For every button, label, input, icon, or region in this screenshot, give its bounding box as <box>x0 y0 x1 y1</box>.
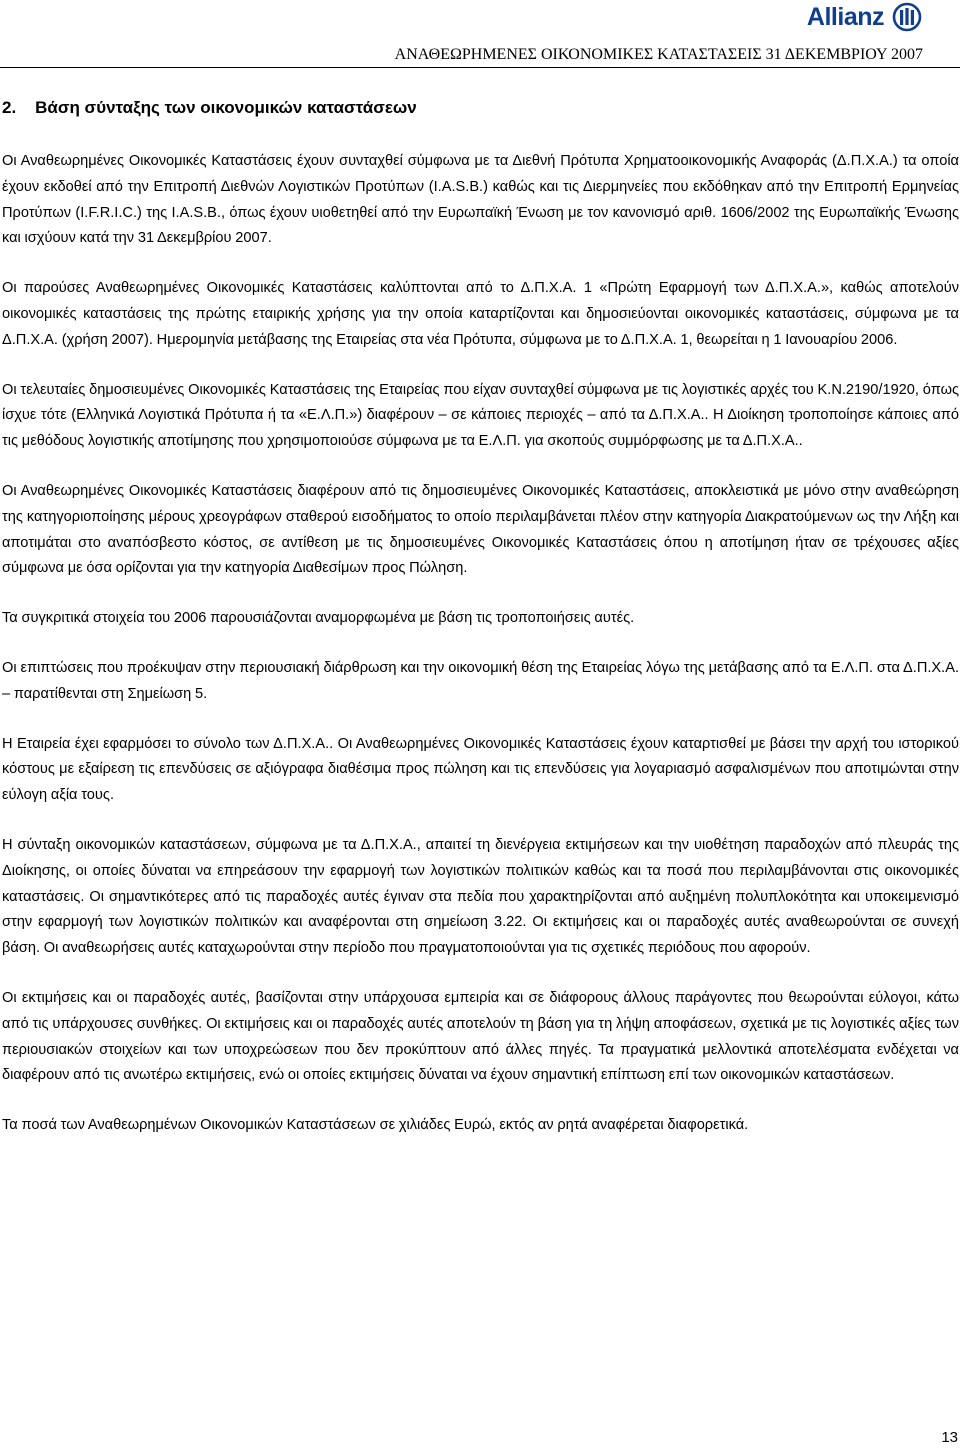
paragraph: Οι Αναθεωρημένες Οικονομικές Καταστάσεις διαφέρουν από τις δημοσιευμένες Οικονομικές Καταστάσεις, αποκλειστικά με μόνο στην αναθεώρηση της κατηγοριοποίησης μέρους χρεογράφων σταθερού εισοδήματος το οποίο περιλαμβάνεται πλέον στην κατηγορία Διακρατούμενων ως την Λήξη και αποτιμάται στο αναπόσβεστο κόστος, σε αντίθεση με τις δημοσιευμένες Οικονομικές Καταστάσεις όπου η αποτίμηση ήταν σε τρέχουσες αξίες σύμφωνα με όσα ορίζονται για την κατηγορία Διαθεσίμων προς Πώληση. <box>2 482 959 577</box>
paragraph: Τα ποσά των Αναθεωρημένων Οικονομικών Καταστάσεων σε χιλιάδες Ευρώ, εκτός αν ρητά αναφέρεται διαφορετικά. <box>2 1117 749 1134</box>
brand-wordmark: Allianz <box>806 3 884 31</box>
paragraph: Οι εκτιμήσεις και οι παραδοχές αυτές, βασίζονται στην υπάρχουσα εμπειρία και σε διάφορους άλλους παράγοντες που θεωρούνται εύλογοι, κάτω από τις υπάρχουσες συνθήκες. Οι εκτιμήσεις και οι παραδοχές αυτές αποτελούν τη βάση για τη λήψη αποφάσεων, σχετικά με τις λογιστικές αξίες των περιουσιακών στοιχείων και των υποχρεώσεων που δεν προκύπτουν από άλλες πηγές. Τα πραγματικά μελλοντικά αποτελέσματα ενδέχεται να διαφέρουν από τις ανωτέρω εκτιμήσεις, ενώ οι οποίες εκτιμήσεις δύναται να έχουν σημαντική επίπτωση επί των οικονομικών καταστάσεων. <box>2 989 959 1084</box>
paragraph: Τα συγκριτικά στοιχεία του 2006 παρουσιάζονται αναμορφωμένα με βάση τις τροποποιήσεις αυτές. <box>2 610 635 627</box>
paragraph: Η σύνταξη οικονομικών καταστάσεων, σύμφωνα με τα Δ.Π.Χ.Α., απαιτεί τη διενέργεια εκτιμήσεων και την υιοθέτηση παραδοχών από πλευράς της Διοίκησης, οι οποίες δύναται να επηρεάσουν την εφαρμογή των λογιστικών πολιτικών καθώς και τα ποσά που περιλαμβάνονται στις οικονομικές καταστάσεις. Οι σημαντικότερες από τις παραδοχές αυτές έγιναν στα πεδία που χαρακτηρίζονται από αυξημένη πολυπλοκότητα και υποκειμενισμό στην εφαρμογή των λογιστικών πολιτικών και αναφέρονται στη σημείωση 3.22. Οι εκτιμήσεις και οι παραδοχές αυτές αναθεωρούνται σε συνεχή βάση. Οι αναθεωρήσεις αυτές καταχωρούνται στην περίοδο που πραγματοποιούνται για τις σχετικές περιόδους που αφορούν. <box>2 836 959 957</box>
paragraph: Οι τελευταίες δημοσιευμένες Οικονομικές Καταστάσεις της Εταιρείας που είχαν συνταχθεί σύμφωνα με τις λογιστικές αρχές του Κ.Ν.2190/1920, όπως ίσχυε τότε (Ελληνικά Λογιστικά Πρότυπα ή τα «Ε.Λ.Π.») διαφέρουν – σε κάποιες περιοχές – από τα Δ.Π.Χ.Α.. Η Διοίκηση τροποποίησε κάποιες από τις μεθόδους λογιστικής αποτίμησης που χρησιμοποιούσε σύμφωνα με τα Ε.Λ.Π. για σκοπούς συμμόρφωσης με τα Δ.Π.Χ.Α.. <box>2 381 959 450</box>
document-body <box>2 149 959 1163</box>
paragraph: Οι επιπτώσεις που προέκυψαν στην περιουσιακή διάρθρωση και την οικονομική θέση της Εταιρείας λόγω της μετάβασης από τα Ε.Λ.Π. στα Δ.Π.Χ.Α. – παρατίθενται στη Σημείωση 5. <box>2 659 959 702</box>
brand-logo <box>807 2 922 32</box>
allianz-eagle-icon <box>892 2 922 32</box>
page-number: 13 <box>941 1429 958 1446</box>
section-title: Βάση σύνταξης των οικονομικών καταστάσεων <box>35 98 417 117</box>
section-heading <box>2 97 417 119</box>
running-header: ΑΝΑΘΕΩΡΗΜΕΝΕΣ ΟΙΚΟΝΟΜΙΚΕΣ ΚΑΤΑΣΤΑΣΕΙΣ 31 ΔΕΚΕΜΒΡΙΟΥ 2007 <box>394 46 923 63</box>
section-number: 2. <box>2 98 17 117</box>
paragraph: Οι Αναθεωρημένες Οικονομικές Καταστάσεις έχουν συνταχθεί σύμφωνα με τα Διεθνή Πρότυπα Χρηματοοικονομικής Αναφοράς (Δ.Π.Χ.Α.) τα οποία έχουν εκδοθεί από την Επιτροπή Διεθνών Λογιστικών Προτύπων (I.A.S.B.) καθώς και τις Διερμηνείες που εκδόθηκαν από την Επιτροπή Ερμηνείας Προτύπων (I.F.R.I.C.) της I.A.S.B., όπως έχουν υιοθετηθεί από την Ευρωπαϊκή Ένωση με τον κανονισμό αριθ. 1606/2002 της Ευρωπαϊκής Ένωσης και ισχύουν κατά την 31 Δεκεμβρίου 2007. <box>2 153 959 247</box>
paragraph: Οι παρούσες Αναθεωρημένες Οικονομικές Καταστάσεις καλύπτονται από το Δ.Π.Χ.Α. 1 «Πρώτη Εφαρμογή των Δ.Π.Χ.Α.», καθώς αποτελούν οικονομικές καταστάσεις της πρώτης εταιρικής χρήσης για την οποία καταρτίζονται και δημοσιεύονται οικονομικές καταστάσεις, σύμφωνα με τα Δ.Π.Χ.Α. (χρήση 2007). Ημερομηνία μετάβασης της Εταιρείας στα νέα Πρότυπα, σύμφωνα με το Δ.Π.Χ.Α. 1, θεωρείται η 1 Ιανουαρίου 2006. <box>2 280 959 348</box>
paragraph: Η Εταιρεία έχει εφαρμόσει το σύνολο των Δ.Π.Χ.Α.. Οι Αναθεωρημένες Οικονομικές Καταστάσεις έχουν καταρτισθεί με βάσει την αρχή του ιστορικού κόστους με εξαίρεση τις επενδύσεις σε αξιόγραφα διαθέσιμα προς πώληση και τις επενδύσεις για λογαριασμό ασφαλισμένων που αποτιμώνται στην εύλογη αξία τους. <box>2 735 959 804</box>
header-divider <box>0 67 960 68</box>
